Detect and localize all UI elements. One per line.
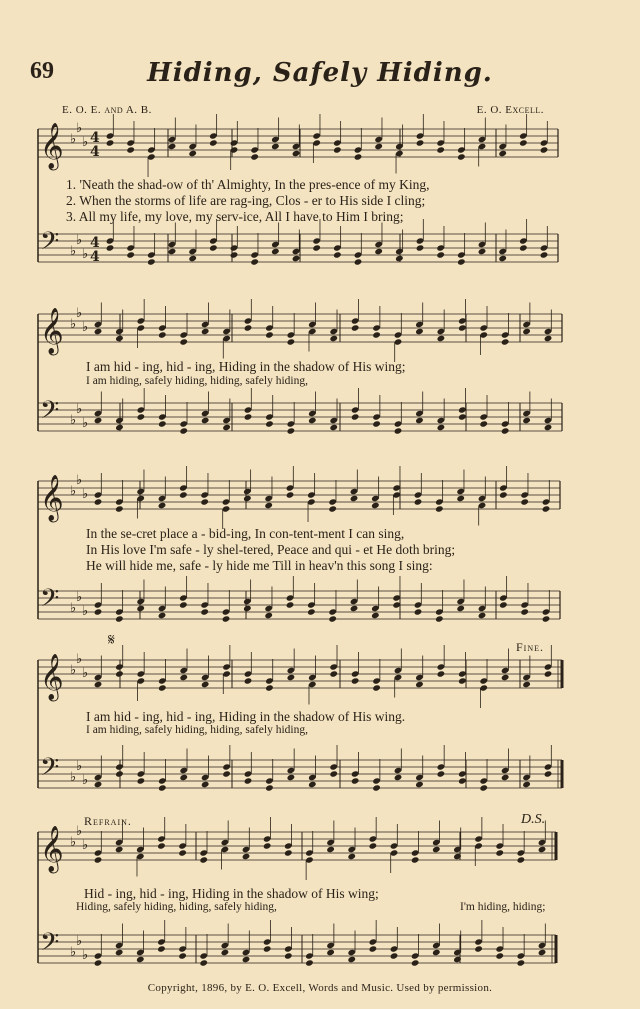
flat-sign: ♭ [82,948,89,963]
note-head [308,781,317,788]
note-head [351,413,360,420]
note-head [522,328,531,335]
note-head [457,153,466,160]
time-signature-bottom: 4 [90,144,100,160]
system3-verse2: In His love I'm safe - ly shel-tered, Peace and qui - et He doth bring; [86,542,456,557]
note-head [265,331,274,338]
note-head [265,784,274,791]
note-head [350,495,359,502]
note-head [478,612,487,619]
note-head [458,677,467,684]
note-head [292,255,301,262]
note-head [286,491,295,498]
note-head [264,612,273,619]
flat-sign: ♭ [82,487,89,502]
note-head [115,949,124,956]
note-head [374,248,383,255]
fine-mark: Fine. [516,640,545,654]
flat-sign: ♭ [70,770,77,785]
note-head [347,853,356,860]
flat-sign: ♭ [76,759,83,774]
note-head [136,956,145,963]
note-head [115,615,124,622]
flat-sign: ♭ [76,824,83,839]
system2-lyric-main: I am hid - ing, hid - ing, Hiding in the shadow of His wing; [86,359,406,374]
note-head [542,615,551,622]
copyright-notice: Copyright, 1896, by E. O. Excell, Words and Music. Used by permission. [147,982,493,994]
system3-verse1: In the se-cret place a - bid-ing, In con-tent-ment I can sing, [86,526,405,541]
note-head [350,605,359,612]
flat-sign: ♭ [70,132,77,147]
note-head [326,949,335,956]
segno-mark: 𝄋 [108,632,115,649]
time-signature-top: 4 [90,130,100,146]
flat-sign: ♭ [70,317,77,332]
note-head [371,502,380,509]
note-head [265,684,274,691]
ds-mark: D.S. [521,812,546,827]
flat-sign: ♭ [76,402,83,417]
note-head [201,417,210,424]
note-head [522,417,531,424]
note-head [271,248,280,255]
note-head [209,139,218,146]
note-head [329,770,338,777]
note-head [456,495,465,502]
note-head [94,681,103,688]
note-head [479,420,488,427]
note-head [540,146,549,153]
note-head [287,427,296,434]
note-head [437,335,446,342]
note-head [115,424,124,431]
music-credit: E. O. Excell. [476,104,544,116]
flat-sign: ♭ [82,135,89,150]
flat-sign: ♭ [70,413,77,428]
note-head [284,952,293,959]
note-head [415,328,424,335]
note-head [137,777,146,784]
note-head [179,674,188,681]
note-head [458,777,467,784]
note-head [372,420,381,427]
note-head [432,846,441,853]
note-head [415,417,424,424]
note-head [244,677,253,684]
note-head [436,146,445,153]
note-head [243,495,252,502]
note-head [432,949,441,956]
note-head [244,324,253,331]
note-head [243,605,252,612]
note-head [308,417,317,424]
system1-verse1: 1. 'Neath the shad-ow of th' Almighty, In the pres-ence of my King, [66,177,430,192]
note-head [179,491,188,498]
note-head [250,153,259,160]
note-head [179,601,188,608]
note-head [354,258,363,265]
hymn-number: 69 [30,58,54,84]
note-head [244,777,253,784]
hymn-title: Hiding, Safely Hiding. [147,58,493,88]
note-head [284,849,293,856]
note-head [458,413,467,420]
note-head [263,945,272,952]
note-head [168,248,177,255]
note-head [416,139,425,146]
note-head [287,774,296,781]
note-head [126,146,135,153]
flat-sign: ♭ [82,604,89,619]
refrain-lyric-alto: Hiding, safely hiding, hiding, safely hiding, [76,901,277,913]
note-head [188,255,197,262]
note-head [230,251,239,258]
note-head [115,846,124,853]
note-head [250,258,259,265]
note-head [457,258,466,265]
note-head [395,255,404,262]
note-head [222,424,231,431]
system4-lyric-main: I am hid - ing, hid - ing, Hiding in the shadow of His wing. [86,709,406,724]
bass-clef: 𝄢 [40,753,60,788]
note-head [414,498,423,505]
flat-sign: ♭ [76,233,83,248]
system1-verse3: 3. All my life, my love, my serv-ice, All I have to Him I bring; [66,209,404,224]
note-head [544,335,553,342]
note-head [307,608,316,615]
note-head [136,605,145,612]
refrain-mark: Refrain. [84,814,132,828]
flat-sign: ♭ [82,838,89,853]
note-head [437,670,446,677]
note-head [498,255,507,262]
note-head [158,684,167,691]
note-head [201,781,210,788]
note-head [394,427,403,434]
note-head [287,674,296,681]
note-head [94,328,103,335]
time-signature-top: 4 [90,235,100,251]
note-head [115,770,124,777]
note-head [538,846,547,853]
note-head [347,956,356,963]
note-head [287,338,296,345]
note-head [264,502,273,509]
flat-sign: ♭ [70,244,77,259]
note-head [115,335,124,342]
flat-sign: ♭ [76,590,83,605]
note-head [538,949,547,956]
note-head [435,615,444,622]
note-head [115,670,124,677]
note-head [520,498,529,505]
note-head [435,505,444,512]
note-head [188,150,197,157]
treble-clef: 𝄞 [40,826,64,872]
flat-sign: ♭ [70,484,77,499]
note-head [390,952,399,959]
note-head [329,335,338,342]
note-head [329,424,338,431]
note-head [495,849,504,856]
flat-sign: ♭ [76,652,83,667]
note-head [329,670,338,677]
note-head [168,143,177,150]
note-head [414,608,423,615]
note-head [312,244,321,251]
treble-clef: 𝄞 [40,475,64,521]
note-head [544,424,553,431]
note-head [544,770,553,777]
note-head [415,681,424,688]
note-head [522,781,531,788]
note-head [517,959,526,966]
note-head [271,143,280,150]
system3-verse3: He will hide me, safe - ly hide me Till in heav'n this song I sing: [86,558,433,573]
note-head [519,244,528,251]
note-head [369,842,378,849]
note-head [372,684,381,691]
note-head [126,251,135,258]
note-head [179,774,188,781]
note-head [242,853,251,860]
note-head [354,153,363,160]
treble-clef: 𝄞 [40,308,64,354]
bass-clef: 𝄢 [40,396,60,431]
note-head [333,146,342,153]
note-head [244,413,253,420]
note-head [411,959,420,966]
note-head [416,244,425,251]
note-head [458,324,467,331]
note-head [158,420,167,427]
note-head [199,856,208,863]
note-head [519,139,528,146]
note-head [178,952,187,959]
note-head [394,774,403,781]
refrain-lyric-main: Hid - ing, hid - ing, Hiding in the shadow of His wing; [84,886,379,901]
bass-clef: 𝄢 [40,928,60,963]
note-head [305,959,314,966]
note-head [456,605,465,612]
flat-sign: ♭ [82,247,89,262]
note-head [372,784,381,791]
flat-sign: ♭ [76,121,83,136]
system1-verse2: 2. When the storms of life are rag-ing, Clos - er to His side I cling; [66,193,426,208]
note-head [263,842,272,849]
note-head [221,949,230,956]
note-head [411,856,420,863]
flat-sign: ♭ [76,473,83,488]
note-head [437,424,446,431]
note-head [158,784,167,791]
note-head [495,952,504,959]
note-head [242,956,251,963]
note-head [501,427,510,434]
note-head [499,491,508,498]
note-head [94,781,103,788]
note-head [328,615,337,622]
note-head [94,498,103,505]
note-head [501,674,510,681]
note-head [106,244,115,251]
note-head [179,338,188,345]
flat-sign: ♭ [82,666,89,681]
note-head [542,505,551,512]
note-head [501,338,510,345]
treble-clef: 𝄞 [40,123,64,169]
note-head [501,774,510,781]
note-head [265,420,274,427]
note-head [351,777,360,784]
note-head [115,505,124,512]
note-head [540,251,549,258]
treble-clef: 𝄞 [40,654,64,700]
note-head [158,502,167,509]
flat-sign: ♭ [70,601,77,616]
note-head [94,417,103,424]
words-credit: E. O. E. and A. B. [62,104,152,116]
note-head [200,498,209,505]
note-head [106,139,115,146]
note-head [157,842,166,849]
note-head [326,846,335,853]
note-head [158,612,167,619]
note-head [499,601,508,608]
note-head [544,670,553,677]
note-head [147,258,156,265]
note-head [157,945,166,952]
note-head [94,608,103,615]
note-head [333,251,342,258]
note-head [369,945,378,952]
note-head [222,615,231,622]
bass-clef: 𝄢 [40,227,60,262]
note-head [374,143,383,150]
note-head [94,856,103,863]
note-head [522,681,531,688]
refrain-lyric-echo: I'm hiding, hiding; [460,901,546,913]
note-head [158,331,167,338]
flat-sign: ♭ [82,320,89,335]
note-head [437,770,446,777]
note-head [178,849,187,856]
note-head [222,770,231,777]
note-head [436,251,445,258]
note-head [415,781,424,788]
note-head [498,150,507,157]
note-head [286,601,295,608]
note-head [200,608,209,615]
flat-sign: ♭ [70,945,77,960]
flat-sign: ♭ [82,773,89,788]
note-head [94,959,103,966]
note-head [292,150,301,157]
system4-lyric-alto: I am hiding, safely hiding, hiding, safely hiding, [86,724,308,736]
system2-lyric-alto: I am hiding, safely hiding, hiding, safely hiding, [86,375,308,387]
note-head [209,244,218,251]
note-head [179,427,188,434]
note-head [520,608,529,615]
note-head [201,328,210,335]
flat-sign: ♭ [82,416,89,431]
time-signature-bottom: 4 [90,249,100,265]
flat-sign: ♭ [70,663,77,678]
note-head [479,784,488,791]
note-head [474,945,483,952]
note-head [351,677,360,684]
note-head [201,681,210,688]
flat-sign: ♭ [70,835,77,850]
note-head [137,413,146,420]
note-head [372,331,381,338]
note-head [517,856,526,863]
note-head [371,612,380,619]
note-head [351,324,360,331]
note-head [328,505,337,512]
bass-clef: 𝄢 [40,584,60,619]
note-head [199,959,208,966]
flat-sign: ♭ [76,306,83,321]
flat-sign: ♭ [76,934,83,949]
note-head [478,248,487,255]
